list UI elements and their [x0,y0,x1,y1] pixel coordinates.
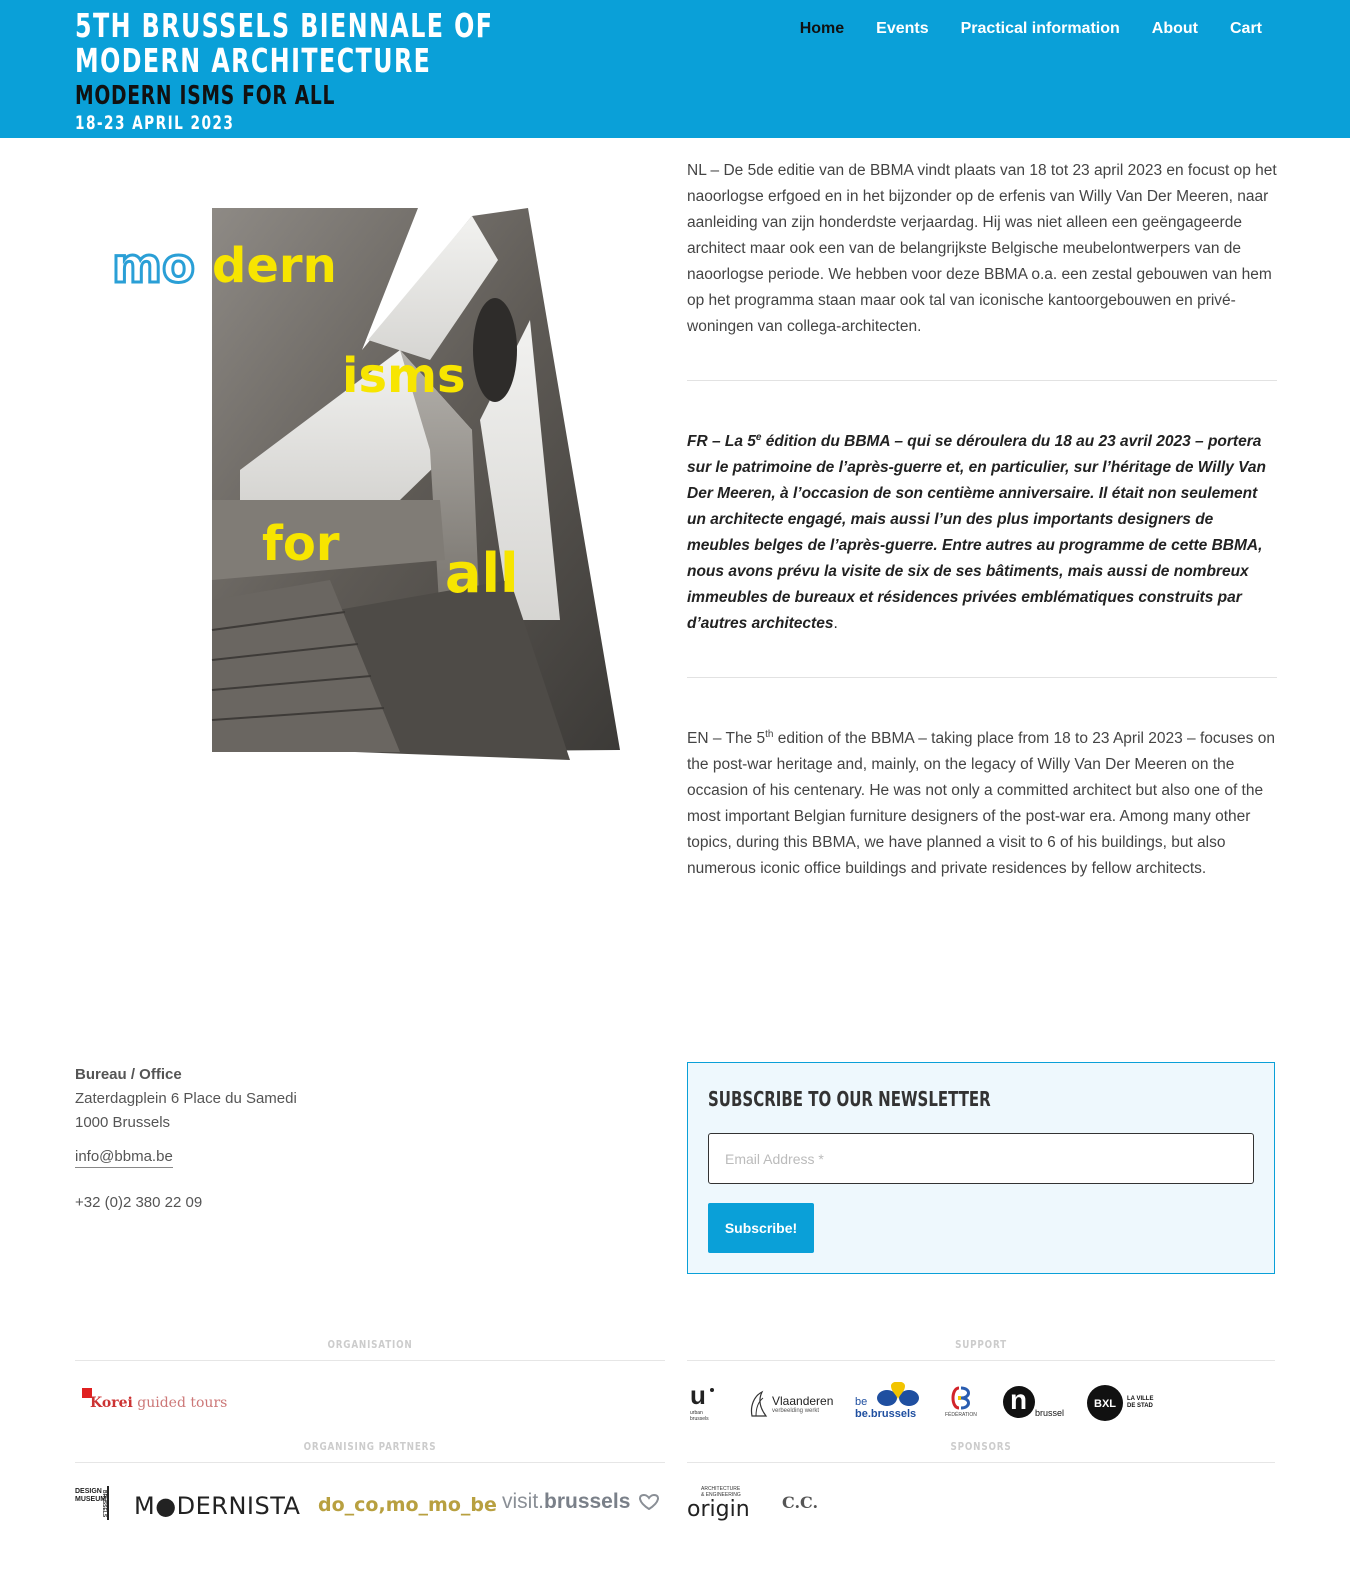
poster-word-dern: dern [212,238,337,294]
site-brand[interactable] [75,8,656,134]
vlaanderen-name: Vlaanderen [772,1394,834,1408]
korei-tagline: guided tours [132,1395,228,1411]
nav-about[interactable]: About [1151,20,1198,37]
newsletter-email-input[interactable] [708,1133,1254,1184]
federation-label: FÉDÉRATION [945,1412,977,1418]
logo-docomomo[interactable]: do_co,mo_mo_be [318,1494,497,1516]
logo-federation[interactable] [945,1386,979,1422]
logo-visit-brussels[interactable] [502,1490,662,1518]
section-divider [75,1360,665,1361]
bxl-label: BXL [1094,1398,1116,1410]
n-letter: n [1010,1384,1028,1415]
intro-fr: FR – La 5e édition du BBMA – qui se déroulera du 18 au 23 avril 2023 – portera sur le patrimoine de l’après-guerre et, en particulier, sur l’héritage de Willy Van Der Meeren, à l’occasion de son centième anniversaire. Il était non seulement un architecte engagé, mais aussi l’un des plus importants designers de meubles belges de l’après-guerre. Entre autres au programme de cette BBMA, nous avons prévu la visite de six de ses bâtiments, mais aussi de nombreux immeubles de bureaux et résidences privées emblématiques construits par d’autres architectes. [687,431,1266,632]
visit-heart-icon [636,1494,662,1510]
poster-word-mo: mo [112,238,195,294]
vlaanderen-lion-icon [748,1388,768,1420]
brand-dates: 18-23 APRIL 2023 [75,112,235,134]
be-brussels-heart-icon [873,1382,923,1408]
section-divider [687,1360,1275,1361]
urban-label: urban brussels [690,1410,709,1422]
ville-label: LA VILLE DE STAD [1127,1396,1154,1409]
logo-vlaanderen[interactable] [748,1386,838,1422]
newsletter-title: SUBSCRIBE TO OUR NEWSLETTER [708,1087,991,1111]
nav-home[interactable]: Home [799,20,845,37]
office-label: Bureau / Office [75,1066,182,1083]
nav-practical-information[interactable]: Practical information [960,20,1120,37]
origin-tagline: ARCHITECTURE & ENGINEERING [701,1486,741,1498]
nav-events[interactable]: Events [876,20,929,37]
brand-title-2: MODERN ARCHITECTURE [75,41,432,80]
logo-bxl-ville[interactable] [1087,1385,1157,1421]
logo-design-museum-brussels[interactable] [75,1486,111,1520]
logo-korei-guided-tours[interactable] [82,1388,228,1414]
design-museum-label: DESIGN MUSEUM [75,1488,107,1503]
intro-en: EN – The 5th edition of the BBMA – taking place from 18 to 23 April 2023 – focuses on the post-war heritage and, mainly, on the legacy of Willy Van Der Meeren on the occasion of his centenary. He was not only a committed architect but also one of the most important Belgian furniture designers of the post-war era. Among many other topics, during this BBMA, we have planned a visit to 6 of his buildings, but also numerous iconic office buildings and private residences by fellow architects. [687,728,1275,877]
logo-origin[interactable] [687,1486,757,1522]
be-brussels-label: be.brussels [855,1408,917,1420]
brussels-label: brussels [544,1490,631,1513]
section-title-sponsors: SPONSORS [950,1440,1012,1453]
divider [687,677,1277,678]
poster-oval [473,298,517,402]
section-divider [75,1462,665,1463]
subscribe-button[interactable]: Subscribe! [708,1203,814,1253]
visit-label: visit. [502,1490,544,1513]
poster-word-isms: isms [342,348,466,404]
logo-n-brussel[interactable] [1003,1386,1067,1422]
nav-cart[interactable]: Cart [1229,20,1262,37]
design-museum-side: BRUSSELS [101,1490,107,1518]
poster-image [100,200,630,760]
urban-u: u [690,1380,706,1410]
logo-modernista[interactable]: M●DERNISTA [134,1492,301,1520]
site-header [0,0,1350,138]
poster-word-for: for [262,516,340,572]
logo-cc[interactable]: C.C. [782,1493,819,1512]
section-divider [687,1462,1275,1463]
section-title-organising-partners: ORGANISING PARTNERS [303,1440,437,1453]
intro-nl: NL – De 5de editie van de BBMA vindt plaats van 18 tot 23 april 2023 en focust op het naoorlogse erfgoed en in het bijzonder op de erfenis van Willy Van Der Meeren, naar aanleiding van zijn honderdste verjaardag. Hij was niet alleen een geëngageerde architect maar ook een van de belangrijkste Belgische meubelontwerpers van de naoorlogse periode. We hebben voor deze BBMA o.a. een zestal gebouwen van hem op het programma staan maar ook tal van iconische kantoorgebouwen en privé-woningen van collega-architecten. [687,162,1277,335]
office-info [75,1063,297,1215]
divider [687,380,1277,381]
vlaanderen-tagline: verbeelding werkt [772,1408,820,1414]
office-phone: +32 (0)2 380 22 09 [75,1194,203,1211]
brand-title: 5TH BRUSSELS BIENNALE OF [75,6,494,45]
office-email-link[interactable]: info@bbma.be [75,1147,173,1168]
brussel-label: brussel [1035,1408,1065,1418]
main-nav [800,20,1262,38]
urban-dot-icon [710,1388,714,1392]
korei-name: Korei [90,1395,133,1411]
newsletter-box [687,1062,1275,1274]
origin-label: origin [687,1497,750,1522]
logo-urban-brussels[interactable] [690,1380,730,1422]
be-label: be [855,1396,868,1408]
brand-subtitle: MODERN ISMS FOR ALL [75,81,336,111]
poster-word-all: all [445,542,519,605]
section-title-organisation: ORGANISATION [327,1338,413,1351]
office-address-1: Zaterdagplein 6 Place du Samedi [75,1090,297,1107]
logo-be-brussels[interactable] [855,1382,925,1422]
office-address-2: 1000 Brussels [75,1114,171,1131]
federation-mark-icon [947,1386,977,1410]
intro-text [687,158,1277,882]
section-title-support: SUPPORT [955,1338,1007,1351]
